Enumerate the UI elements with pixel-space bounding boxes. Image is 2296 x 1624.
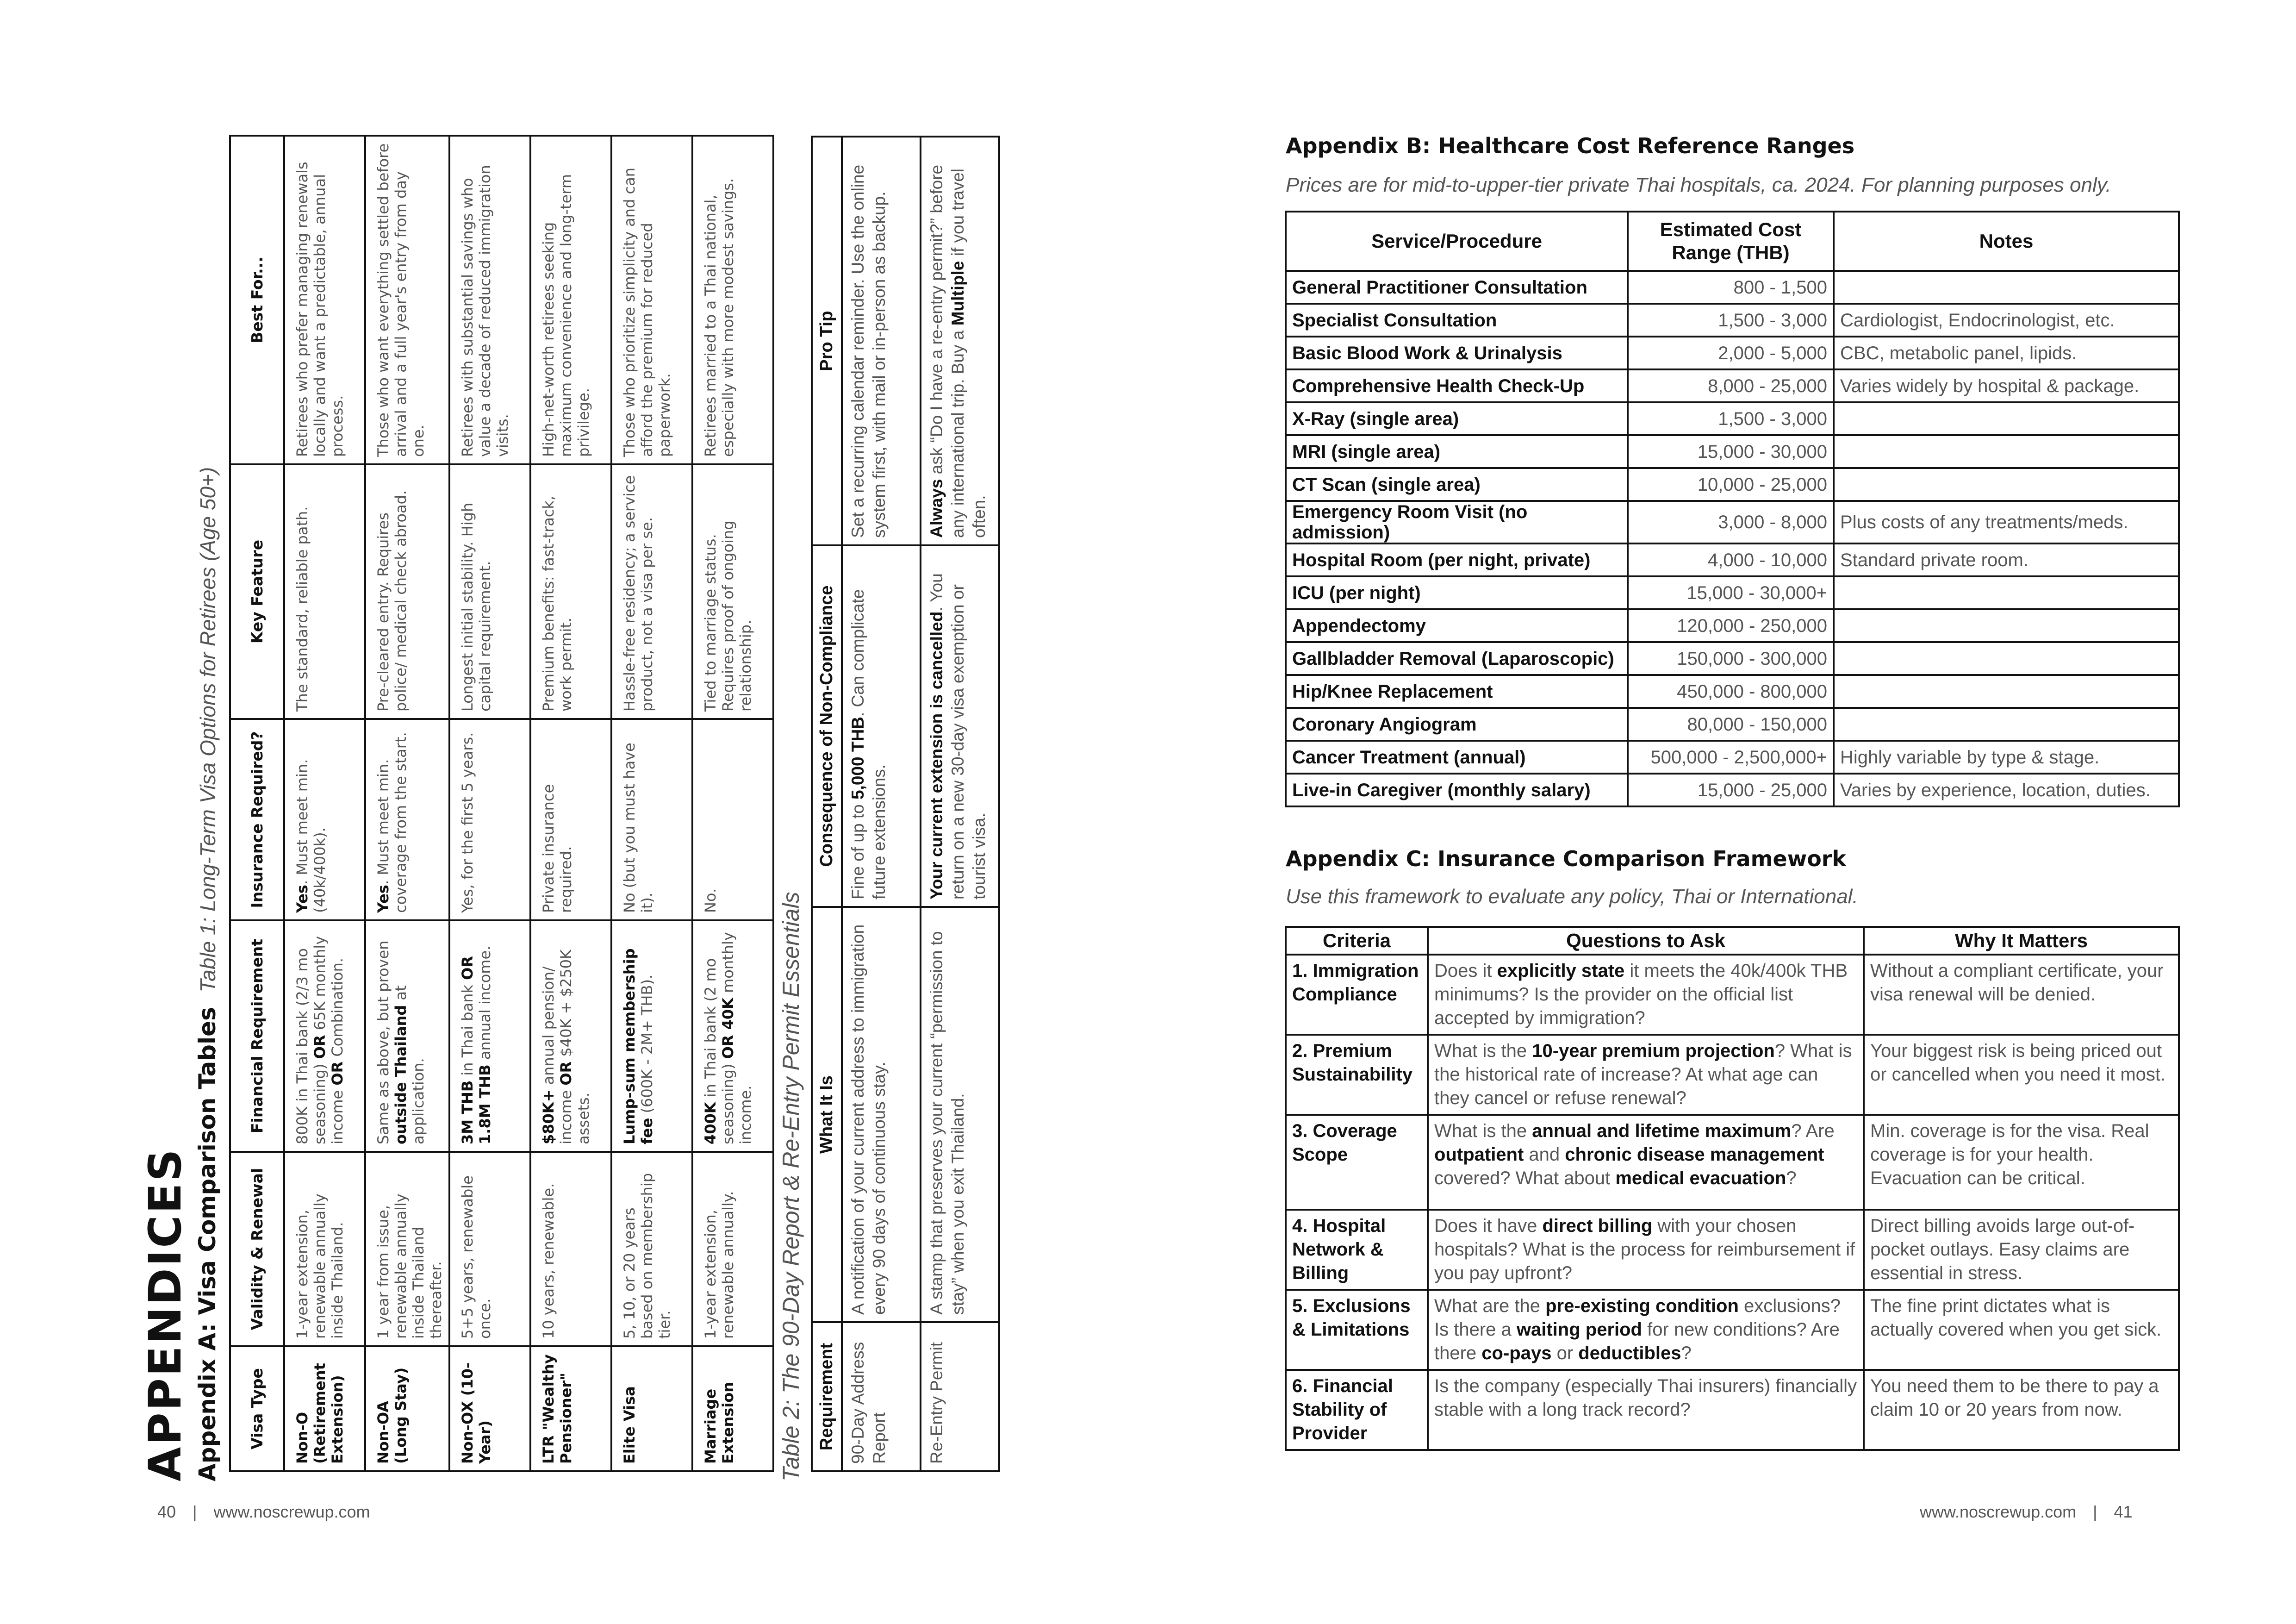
visa-type-cell: Non-OX (10-Year)	[449, 1346, 530, 1471]
service-cell: ICU (per night)	[1286, 576, 1628, 609]
notes-cell: CBC, metabolic panel, lipids.	[1834, 337, 2179, 369]
table-row	[530, 136, 611, 1471]
left-page-footer	[157, 1502, 370, 1522]
cost-range-cell: 8,000 - 25,000	[1628, 369, 1834, 402]
table-row	[1286, 1290, 2179, 1370]
footer-website-link[interactable]: www.noscrewup.com	[213, 1502, 370, 1521]
table-row	[1286, 1210, 2179, 1290]
notes-cell: Varies widely by hospital & package.	[1834, 369, 2179, 402]
service-cell: Specialist Consultation	[1286, 304, 1628, 337]
service-cell: MRI (single area)	[1286, 435, 1628, 468]
table-row	[1286, 337, 2179, 369]
text: ? What is the historical rate of increase? At what age can they cancel or refuse renewal?	[1434, 1041, 1852, 1108]
financial-requirement-cell	[611, 920, 692, 1152]
table-row	[1286, 402, 2179, 435]
cost-range-cell: 1,500 - 3,000	[1628, 304, 1834, 337]
table-row	[842, 137, 921, 1471]
table-row	[1286, 304, 2179, 337]
left-page-rotated-content	[139, 130, 1004, 1481]
bold-text: medical evacuation	[1615, 1168, 1786, 1188]
criteria-cell: 5. Exclusions & Limitations	[1286, 1290, 1428, 1370]
best-for-cell: High-net-worth retirees seeking maximum convenience and long-term privilege.	[530, 136, 611, 464]
table-row	[1286, 576, 2179, 609]
insurance-required-cell	[365, 719, 449, 920]
column-header: Best For...	[230, 136, 284, 464]
cost-range-cell: 3,000 - 8,000	[1628, 501, 1834, 543]
bold-text: direct billing	[1542, 1216, 1653, 1236]
visa-type-cell: Elite Visa	[611, 1346, 692, 1471]
key-feature-cell: Hassle-free residency; a service product, not a visa per se.	[611, 464, 692, 719]
key-feature-cell: Longest initial stability. High capital requirement.	[449, 464, 530, 719]
financial-requirement-cell	[365, 920, 449, 1152]
why-it-matters-cell: Without a compliant certificate, your visa renewal will be denied.	[1864, 955, 2179, 1035]
best-for-cell: Those who want everything settled before arrival and a full year's entry from day one.	[365, 136, 449, 464]
bold-text: $80K+	[540, 1089, 557, 1144]
table-row	[611, 136, 692, 1471]
cost-range-cell: 1,500 - 3,000	[1628, 402, 1834, 435]
validity-cell: 5+5 years, renewable once.	[449, 1152, 530, 1346]
column-header: Key Feature	[230, 464, 284, 719]
column-header: Consequence of Non-Compliance	[812, 545, 842, 907]
bold-text: Yes	[293, 885, 311, 913]
bold-text: Multiple	[948, 261, 967, 326]
insurance-required-cell	[692, 719, 773, 920]
table-row	[1286, 955, 2179, 1035]
what-it-is-cell: A notification of your current address to immigration every 90 days of continuous stay.	[842, 907, 921, 1322]
appendix-c-title: Appendix C: Insurance Comparison Framework	[1286, 846, 1847, 871]
text: or	[1551, 1343, 1579, 1363]
bold-text: Your current extension is cancelled	[927, 611, 946, 899]
service-cell: Appendectomy	[1286, 609, 1628, 642]
table-row	[1286, 271, 2179, 304]
notes-cell	[1834, 576, 2179, 609]
table-row	[449, 136, 530, 1471]
healthcare-cost-table	[1285, 211, 2180, 807]
service-cell: Coronary Angiogram	[1286, 708, 1628, 741]
validity-cell: 1 year from issue, renewable annually inside Thailand thereafter.	[365, 1152, 449, 1346]
column-header: Criteria	[1286, 927, 1428, 955]
text: No.	[702, 888, 719, 913]
key-feature-cell: Tied to marriage status. Requires proof of ongoing relationship.	[692, 464, 773, 719]
consequence-cell	[921, 545, 999, 907]
cost-range-cell: 120,000 - 250,000	[1628, 609, 1834, 642]
bold-text: 10-year premium projection	[1532, 1041, 1775, 1061]
text: at application.	[392, 985, 427, 1144]
bold-text: chronic disease management	[1565, 1144, 1824, 1165]
cost-range-cell: 450,000 - 800,000	[1628, 675, 1834, 708]
right-page-footer	[1920, 1502, 2133, 1522]
notes-cell: Plus costs of any treatments/meds.	[1834, 501, 2179, 543]
table-row	[1286, 708, 2179, 741]
bold-text: outside Thailand	[392, 1005, 410, 1144]
text: monthly income.	[719, 932, 754, 1144]
consequence-cell	[842, 545, 921, 907]
service-cell: Hospital Room (per night, private)	[1286, 543, 1628, 576]
financial-requirement-cell	[284, 920, 365, 1152]
bold-text: Always	[927, 479, 946, 538]
service-cell: Cancer Treatment (annual)	[1286, 741, 1628, 774]
best-for-cell: Retirees who prefer managing renewals locally and want a predictable, annual process.	[284, 136, 365, 464]
text: covered? What about	[1434, 1168, 1616, 1188]
criteria-cell: 6. Financial Stability of Provider	[1286, 1370, 1428, 1450]
table1-caption: Table 1: Long-Term Visa Options for Retirees (Age 50+)	[196, 467, 220, 993]
visa-type-cell: Marriage Extension	[692, 1346, 773, 1471]
bold-text: pre-existing condition	[1545, 1296, 1739, 1316]
visa-type-cell: Non-O (Retirement Extension)	[284, 1346, 365, 1471]
why-it-matters-cell: Your biggest risk is being priced out or cancelled when you need it most.	[1864, 1035, 2179, 1115]
visa-options-table	[229, 135, 774, 1472]
notes-cell	[1834, 642, 2179, 675]
notes-cell	[1834, 468, 2179, 501]
bold-text: co-pays	[1481, 1343, 1552, 1363]
text: ?	[1681, 1343, 1692, 1363]
text: What is the	[1434, 1041, 1532, 1061]
bold-text: OR	[459, 956, 476, 980]
service-cell: General Practitioner Consultation	[1286, 271, 1628, 304]
insurance-required-cell	[611, 719, 692, 920]
table-row	[1286, 369, 2179, 402]
appendix-c-subtitle: Use this framework to evaluate any policy, Thai or International.	[1286, 885, 1858, 908]
notes-cell: Varies by experience, location, duties.	[1834, 774, 2179, 806]
text: . Must meet min. (40k/400k).	[293, 759, 329, 913]
table-row	[1286, 1115, 2179, 1210]
cost-range-cell: 10,000 - 25,000	[1628, 468, 1834, 501]
key-feature-cell: Pre-cleared entry. Requires police/ medical check abroad.	[365, 464, 449, 719]
footer-separator: |	[193, 1502, 197, 1521]
footer-separator: |	[2093, 1502, 2097, 1521]
column-header: Insurance Required?	[230, 719, 284, 920]
column-header: Questions to Ask	[1428, 927, 1864, 955]
bold-text: OR	[557, 1061, 575, 1086]
questions-cell	[1428, 1290, 1864, 1370]
notes-cell: Cardiologist, Endocrinologist, etc.	[1834, 304, 2179, 337]
text: 65K monthly income	[311, 936, 346, 1144]
column-header: Why It Matters	[1864, 927, 2179, 955]
service-cell: Comprehensive Health Check-Up	[1286, 369, 1628, 402]
service-cell: Basic Blood Work & Urinalysis	[1286, 337, 1628, 369]
cost-range-cell: 15,000 - 30,000	[1628, 435, 1834, 468]
text: Combination.	[329, 957, 346, 1062]
cost-range-cell: 4,000 - 10,000	[1628, 543, 1834, 576]
text: Does it have	[1434, 1216, 1543, 1236]
page-number: 40	[157, 1502, 176, 1521]
pro-tip-cell	[921, 137, 999, 545]
validity-cell: 5, 10, or 20 years based on membership tier.	[611, 1152, 692, 1346]
financial-requirement-cell	[530, 920, 611, 1152]
questions-cell	[1428, 1210, 1864, 1290]
table-row	[1286, 435, 2179, 468]
table-header-row	[1286, 212, 2179, 271]
visa-type-cell: LTR "Wealthy Pensioner"	[530, 1346, 611, 1471]
bold-text: 3M THB	[459, 1080, 476, 1144]
insurance-required-cell	[530, 719, 611, 920]
column-header: Notes	[1834, 212, 2179, 271]
cost-range-cell: 80,000 - 150,000	[1628, 708, 1834, 741]
text: in Thai bank	[459, 980, 476, 1081]
validity-cell: 1-year extension, renewable annually.	[692, 1152, 773, 1346]
text: . You return on a new 30-day visa exemption or tourist visa.	[927, 573, 989, 899]
table2-caption: Table 2: The 90-Day Report & Re-Entry Permit Essentials	[778, 892, 804, 1481]
bold-text: OR 40K	[719, 998, 737, 1059]
appendix-b-title: Appendix B: Healthcare Cost Reference Ranges	[1286, 133, 1855, 158]
table-row	[1286, 468, 2179, 501]
text: . Can complicate future extensions.	[848, 589, 889, 899]
cost-range-cell: 15,000 - 25,000	[1628, 774, 1834, 806]
bold-text: 1.8M THB	[476, 1064, 494, 1144]
text: for new conditions? Are there	[1434, 1319, 1840, 1363]
text: Fine of up to	[848, 800, 867, 899]
insurance-required-cell	[449, 719, 530, 920]
cost-range-cell: 800 - 1,500	[1628, 271, 1834, 304]
service-cell: X-Ray (single area)	[1286, 402, 1628, 435]
bold-text: OR	[329, 1061, 346, 1086]
text: $40K + $250K assets.	[557, 949, 592, 1144]
insurance-required-cell	[284, 719, 365, 920]
column-header: Estimated Cost Range (THB)	[1628, 212, 1834, 271]
best-for-cell: Retirees married to a Thai national, especially with more modest savings.	[692, 136, 773, 464]
table-row	[1286, 1035, 2179, 1115]
cost-range-cell: 2,000 - 5,000	[1628, 337, 1834, 369]
text: 800K in Thai bank (2/3 mo seasoning)	[293, 948, 329, 1144]
table-row	[1286, 609, 2179, 642]
text: with your chosen hospitals? What is the process for reimbursement if you pay upfront?	[1434, 1216, 1855, 1283]
best-for-cell: Retirees with substantial savings who value a decade of reduced immigration visits.	[449, 136, 530, 464]
column-header: Service/Procedure	[1286, 212, 1628, 271]
text: ? Are	[1791, 1121, 1835, 1141]
cost-range-cell: 500,000 - 2,500,000+	[1628, 741, 1834, 774]
text: ask “Do I have a re-entry permit?” before any international trip. Buy a	[927, 164, 967, 538]
table-row	[921, 137, 999, 1471]
criteria-cell: 3. Coverage Scope	[1286, 1115, 1428, 1210]
text: it meets the 40k/400k THB minimums? Is the provider on the official list accepted by immigration?	[1434, 961, 1848, 1028]
text: What are the	[1434, 1296, 1546, 1316]
notes-cell	[1834, 708, 2179, 741]
questions-cell	[1428, 1115, 1864, 1210]
text: Does it	[1434, 961, 1497, 981]
questions-cell	[1428, 1370, 1864, 1450]
bold-text: Lump-sum membership fee	[621, 948, 656, 1144]
why-it-matters-cell: Min. coverage is for the visa. Real coverage is for your health. Evacuation can be critical.	[1864, 1115, 2179, 1210]
bold-text: 400K	[702, 1102, 719, 1144]
bold-text: explicitly state	[1497, 961, 1625, 981]
service-cell: Live-in Caregiver (monthly salary)	[1286, 774, 1628, 806]
table-row	[692, 136, 773, 1471]
column-header: Validity & Renewal	[230, 1152, 284, 1346]
table-row	[1286, 675, 2179, 708]
notes-cell	[1834, 271, 2179, 304]
text: if you travel often.	[948, 169, 989, 538]
ninety-day-report-table	[811, 136, 1000, 1472]
financial-requirement-cell	[692, 920, 773, 1152]
questions-cell	[1428, 1035, 1864, 1115]
column-header: Visa Type	[230, 1346, 284, 1471]
requirement-cell: 90-Day Address Report	[842, 1322, 921, 1471]
criteria-cell: 4. Hospital Network & Billing	[1286, 1210, 1428, 1290]
text: Same as above, but proven	[374, 940, 392, 1144]
pro-tip-cell	[842, 137, 921, 545]
notes-cell	[1834, 675, 2179, 708]
bold-text: waiting period	[1516, 1319, 1642, 1340]
service-cell: Emergency Room Visit (no admission)	[1286, 501, 1628, 543]
table-row	[1286, 774, 2179, 806]
visa-type-cell: Non-OA (Long Stay)	[365, 1346, 449, 1471]
text: What is the	[1434, 1121, 1532, 1141]
column-header: Financial Requirement	[230, 920, 284, 1152]
column-header: Requirement	[812, 1322, 842, 1471]
financial-requirement-cell	[449, 920, 530, 1152]
table-row	[1286, 501, 2179, 543]
table-header-row	[230, 136, 284, 1471]
bold-text: outpatient	[1434, 1144, 1524, 1165]
requirement-cell: Re-Entry Permit	[921, 1322, 999, 1471]
text: Yes, for the first 5 years.	[459, 732, 476, 913]
key-feature-cell: Premium benefits: fast-track, work permit.	[530, 464, 611, 719]
notes-cell: Standard private room.	[1834, 543, 2179, 576]
criteria-cell: 2. Premium Sustainability	[1286, 1035, 1428, 1115]
service-cell: Hip/Knee Replacement	[1286, 675, 1628, 708]
bold-text: deductibles	[1578, 1343, 1681, 1363]
bold-text: OR	[311, 1035, 329, 1059]
column-header: Pro Tip	[812, 137, 842, 545]
criteria-cell: 1. Immigration Compliance	[1286, 955, 1428, 1035]
questions-cell	[1428, 955, 1864, 1035]
notes-cell	[1834, 609, 2179, 642]
key-feature-cell: The standard, reliable path.	[284, 464, 365, 719]
notes-cell: Highly variable by type & stage.	[1834, 741, 2179, 774]
service-cell: CT Scan (single area)	[1286, 468, 1628, 501]
bold-text: 5,000 THB	[848, 717, 867, 800]
best-for-cell: Those who prioritize simplicity and can afford the premium for reduced paperwork.	[611, 136, 692, 464]
validity-cell: 10 years, renewable.	[530, 1152, 611, 1346]
text: annual income.	[476, 945, 494, 1065]
table-row	[365, 136, 449, 1471]
cost-range-cell: 150,000 - 300,000	[1628, 642, 1834, 675]
notes-cell	[1834, 435, 2179, 468]
table-header-row	[812, 137, 842, 1471]
validity-cell: 1-year extension, renewable annually inside Thailand.	[284, 1152, 365, 1346]
section-title: APPENDICES	[139, 1147, 191, 1481]
column-header: What It Is	[812, 907, 842, 1322]
table-header-row	[1286, 927, 2179, 955]
notes-cell	[1834, 402, 2179, 435]
why-it-matters-cell: The fine print dictates what is actually covered when you get sick.	[1864, 1290, 2179, 1370]
table-row	[1286, 1370, 2179, 1450]
footer-website-link[interactable]: www.noscrewup.com	[1920, 1502, 2077, 1521]
bold-text: Yes	[374, 885, 392, 913]
text: Set a recurring calendar reminder. Use the online system first, with mail or in-person as backup.	[848, 164, 889, 538]
text: (600K - 2M+ THB).	[638, 974, 656, 1118]
text: Is the company (especially Thai insurers) financially stable with a long track record?	[1434, 1376, 1857, 1420]
text: in Thai bank (2 mo seasoning)	[702, 958, 737, 1144]
cost-range-cell: 15,000 - 30,000+	[1628, 576, 1834, 609]
table-row	[1286, 543, 2179, 576]
text: ?	[1786, 1168, 1797, 1188]
text: . Must meet min. coverage from the start.	[374, 732, 410, 913]
table-row	[1286, 741, 2179, 774]
text: No (but you must have it).	[621, 743, 656, 913]
text: and	[1524, 1144, 1565, 1165]
what-it-is-cell: A stamp that preserves your current “permission to stay” when you exit Thailand.	[921, 907, 999, 1322]
service-cell: Gallbladder Removal (Laparoscopic)	[1286, 642, 1628, 675]
why-it-matters-cell: You need them to be there to pay a claim 10 or 20 years from now.	[1864, 1370, 2179, 1450]
text: annual pension/ income	[540, 966, 575, 1144]
page-number: 41	[2114, 1502, 2133, 1521]
bold-text: annual and lifetime maximum	[1532, 1121, 1792, 1141]
why-it-matters-cell: Direct billing avoids large out-of-pocket outlays. Easy claims are essential in stress.	[1864, 1210, 2179, 1290]
insurance-framework-table	[1285, 926, 2180, 1451]
text: Private insurance required.	[540, 784, 575, 913]
table-row	[1286, 642, 2179, 675]
appendix-b-subtitle: Prices are for mid-to-upper-tier private Thai hospitals, ca. 2024. For planning purposes only.	[1286, 174, 2111, 196]
appendix-a-heading	[193, 467, 222, 1481]
text: exclusions? Is there a	[1434, 1296, 1841, 1340]
appendix-a-title: Appendix A: Visa Comparison Tables	[194, 1007, 221, 1481]
table-row	[284, 136, 365, 1471]
